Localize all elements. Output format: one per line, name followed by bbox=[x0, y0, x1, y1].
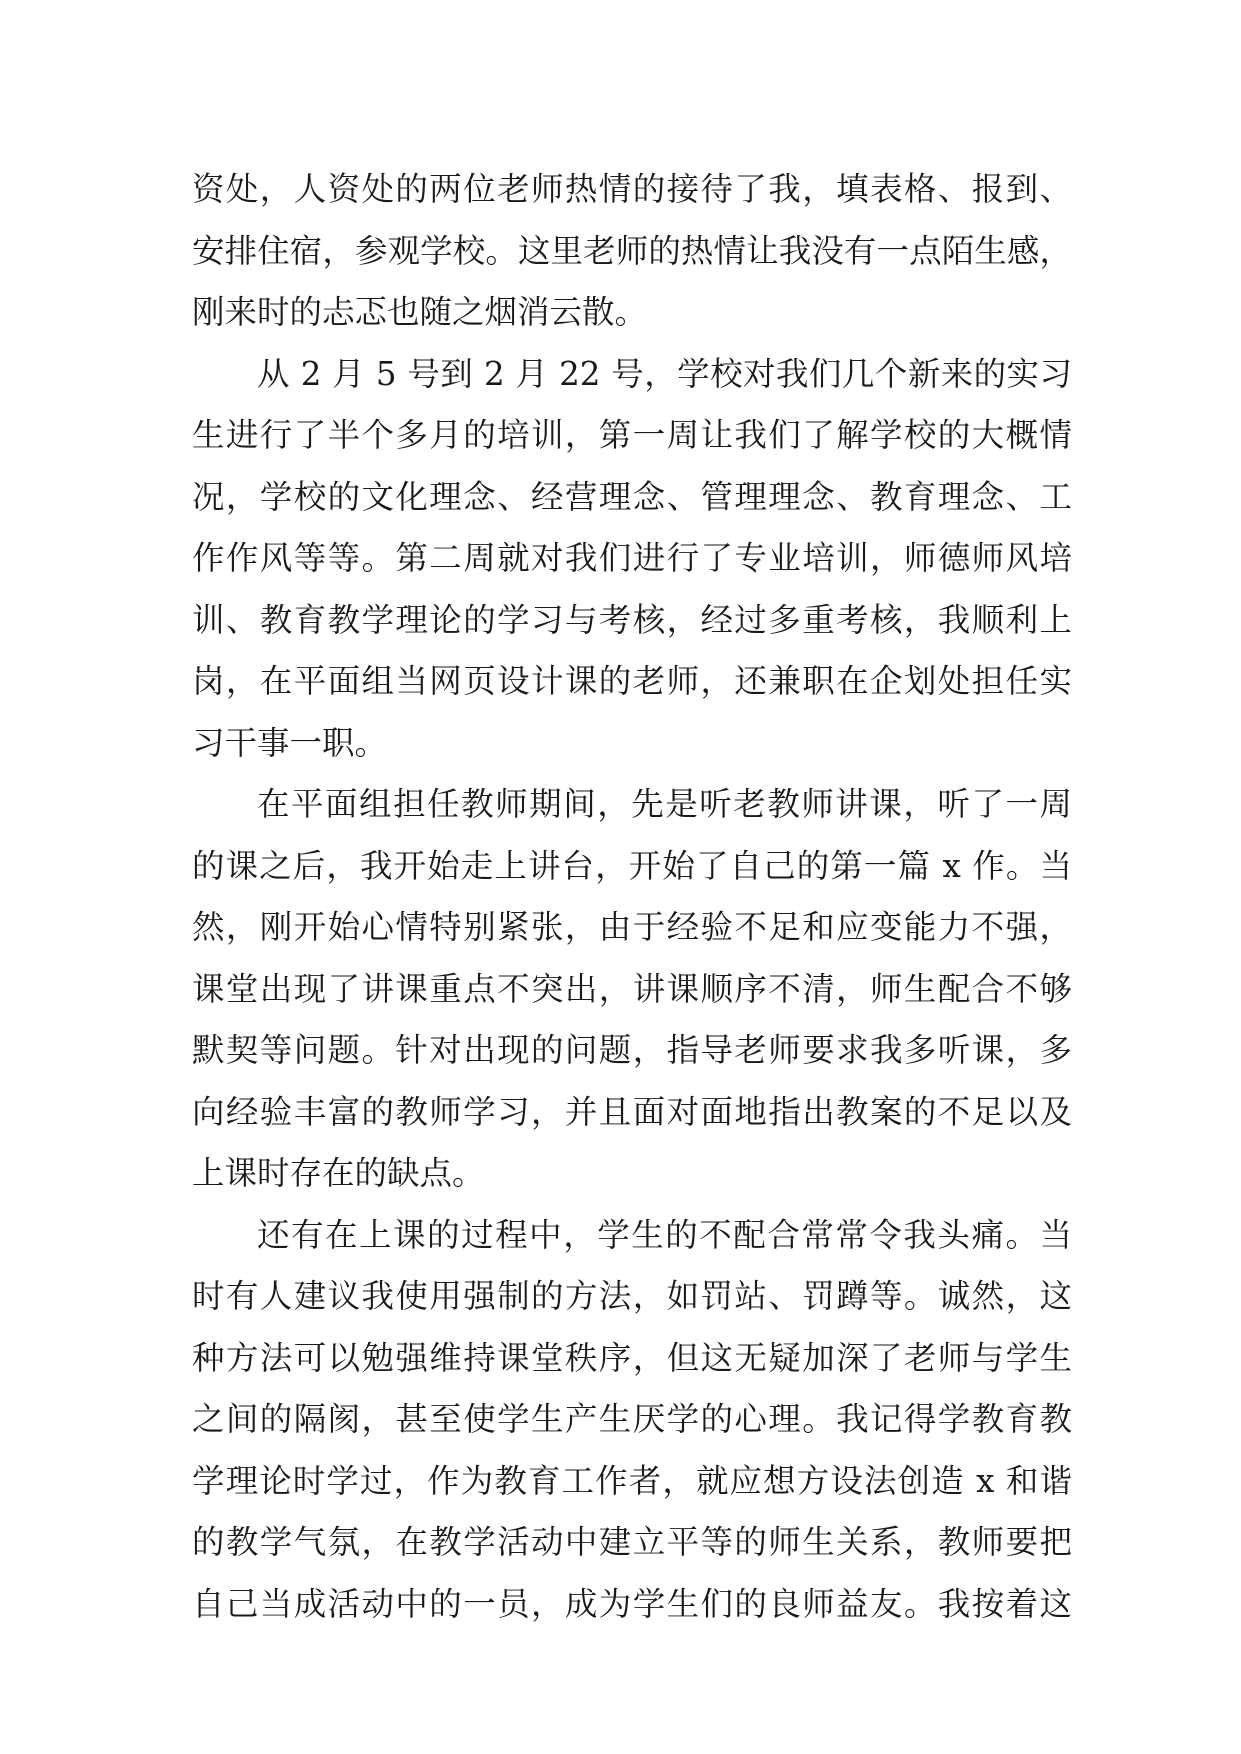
paragraph-line: 在平面组担任教师期间，先是听老教师讲课，听了一周 bbox=[257, 785, 1072, 823]
paragraph-line: 还有在上课的过程中，学生的不配合常常令我头痛。当 bbox=[257, 1215, 1072, 1254]
paragraph-line: 之间的隔阂，甚至使学生产生厌学的心理。我记得学教育教 bbox=[192, 1400, 1072, 1438]
paragraph-line: 作作风等等。第二周就对我们进行了专业培训，师德师风培 bbox=[192, 539, 1072, 577]
paragraph-line: 岗，在平面组当网页设计课的老师，还兼职在企划处担任实 bbox=[192, 662, 1072, 700]
paragraph-3 bbox=[192, 774, 1072, 1205]
paragraph-2 bbox=[192, 344, 1072, 775]
paragraph-line: 课堂出现了讲课重点不突出，讲课顺序不清，师生配合不够 bbox=[192, 969, 1072, 1008]
paragraph-line: 从 2 月 5 号到 2 月 22 号，学校对我们几个新来的实习 bbox=[257, 354, 1072, 393]
paragraph-line: 时有人建议我使用强制的方法，如罚站、罚蹲等。诚然，这 bbox=[192, 1277, 1072, 1315]
paragraph-line: 的课之后，我开始走上讲台，开始了自己的第一篇 x 作。当 bbox=[192, 846, 1072, 885]
paragraph-line: 种方法可以勉强维持课堂秩序，但这无疑加深了老师与学生 bbox=[192, 1338, 1072, 1377]
paragraph-line: 况，学校的文化理念、经营理念、管理理念、教育理念、工 bbox=[192, 477, 1072, 516]
paragraph-line: 上课时存在的缺点。 bbox=[192, 1154, 485, 1192]
paragraph-4 bbox=[192, 1205, 1072, 1636]
paragraph-line: 资处，人资处的两位老师热情的接待了我，填表格、报到、 bbox=[192, 170, 1072, 208]
paragraph-line: 刚来时的忐忑也随之烟消云散。 bbox=[192, 293, 648, 331]
paragraph-line: 习干事一职。 bbox=[192, 723, 388, 762]
paragraph-line: 生进行了半个多月的培训，第一周让我们了解学校的大概情 bbox=[192, 416, 1072, 454]
paragraph-line: 自己当成活动中的一员，成为学生们的良师益友。我按着这 bbox=[192, 1584, 1072, 1623]
paragraph-line: 然，刚开始心情特别紧张，由于经验不足和应变能力不强， bbox=[192, 908, 1072, 946]
paragraph-line: 的教学气氛，在教学活动中建立平等的师生关系，教师要把 bbox=[192, 1523, 1072, 1561]
paragraph-line: 训、教育教学理论的学习与考核，经过多重考核，我顺利上 bbox=[192, 600, 1072, 639]
paragraph-line: 默契等问题。针对出现的问题，指导老师要求我多听课，多 bbox=[192, 1031, 1072, 1069]
paragraph-1 bbox=[192, 159, 1072, 344]
paragraph-line: 安排住宿，参观学校。这里老师的热情让我没有一点陌生感， bbox=[192, 231, 1072, 270]
document-body bbox=[192, 159, 1072, 1635]
paragraph-line: 学理论时学过，作为教育工作者，就应想方设法创造 x 和谐 bbox=[192, 1461, 1072, 1500]
paragraph-line: 向经验丰富的教师学习，并且面对面地指出教案的不足以及 bbox=[192, 1092, 1072, 1131]
